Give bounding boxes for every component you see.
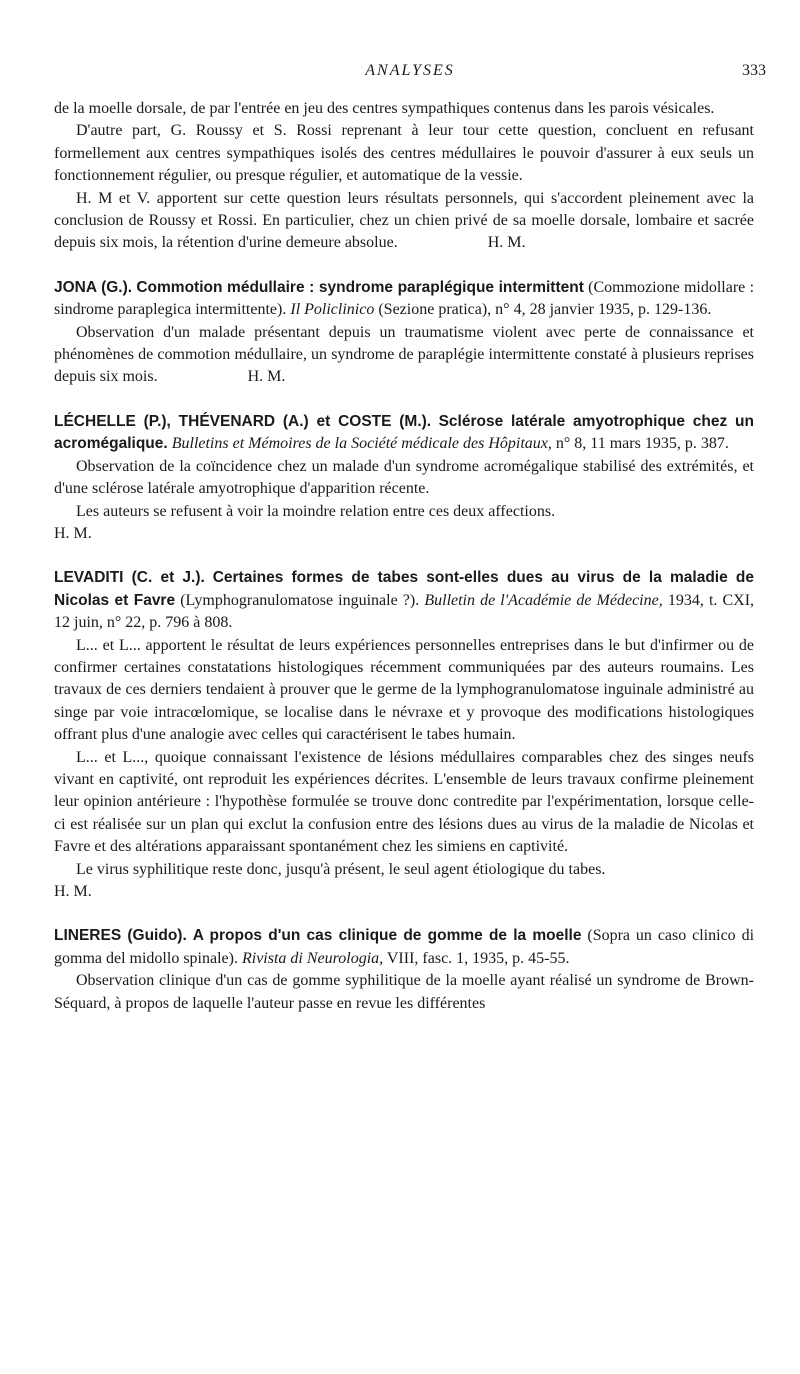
entry-title: Certaines formes de tabes sont-elles dues au virus de la maladie de Nicolas et Favre <box>54 569 754 609</box>
intro-paragraph: de la moelle dorsale, de par l'entrée en jeu des centres sympathiques contenus dans les parois vésicales. <box>54 100 715 117</box>
entry-body: L... et L... apportent le résultat de leurs expériences personnelles entreprises dans le but d'infirmer ou de confirmer certaines constatations histologiques récemment communiquées par des auteurs roumains. Les travaux de ces derniers tendaient à prouver que le germe de la lymphogranulomatose inguinale administré au singe par voie intracœlomique, se localise dans le névraxe et y provoque des modifications histologiques offrant plus d'une analogie avec celles qui caractérisent le tabes humain. <box>54 636 754 744</box>
entry-heading <box>54 277 754 322</box>
signature: H. M. <box>54 524 92 542</box>
entry-citation: (Commozione midollare : sindrome paraplegica intermittente). <box>54 278 755 319</box>
entry-authors: JONA (G.). <box>54 278 133 296</box>
entry-journal: Rivista di Neurologia, <box>241 949 384 967</box>
review-entry <box>54 567 754 903</box>
entry-body: Les auteurs se refusent à voir la moindre relation entre ces deux affections. <box>76 502 556 520</box>
intro-paragraph: D'autre part, G. Roussy et S. Rossi reprenant à leur tour cette question, concluent en refusant formellement aux centres sympathiques isolés des centres médullaires le pouvoir d'assurer à eux seuls un fonctionnement régulier, ou presque régulier, et automatique de la vessie. <box>54 122 754 185</box>
running-title: ANALYSES <box>365 62 455 79</box>
entry-body <box>54 322 754 389</box>
entry-body: Le virus syphilitique reste donc, jusqu'à présent, le seul agent étiologique du tabes. <box>76 860 606 878</box>
entry-heading <box>54 925 754 970</box>
entry-body: L... et L..., quoique connaissant l'existence de lésions médullaires comparables chez des singes neufs vivant en captivité, ont reproduit les expériences décrites. L'ensemble de leurs travaux confirme pleinement leur opinion antérieure : l'hypothèse formulée se trouve donc contredite par l'expérimentation, lorsque celle-ci est réalisée sur un plan qui exclut la confusion entre des lésions dues au virus de la maladie de Nicolas et Favre et des altérations apparaissant spontanément chez les simiens en captivité. <box>54 748 754 856</box>
signature: H. M. <box>54 883 92 900</box>
entry-authors: LINERES (Guido). <box>54 927 187 945</box>
signature: H. M. <box>247 368 286 386</box>
entry-citation: (Lymphogranulomatose inguinale ?). <box>180 591 420 609</box>
review-entry <box>54 925 754 1015</box>
entry-citation: (Sopra un caso clinico di gomma del midollo spinale). <box>54 927 755 967</box>
entry-body: Observation de la coïncidence chez un malade d'un syndrome acromégalique stabilisé des extrémités, et d'une sclérose latérale amyotrophique d'apparition récente. <box>54 457 754 498</box>
entry-journal: Bulletins et Mémoires de la Société médicale des Hôpitaux, <box>171 435 552 453</box>
entry-authors: LÉCHELLE (P.), THÉVENARD (A.) et COSTE (M.). <box>54 412 432 430</box>
entry-journal: Il Policlinico <box>290 301 375 319</box>
entry-heading <box>54 411 754 456</box>
review-entry <box>54 411 754 545</box>
entry-body-text: Observation d'un malade présentant depuis un traumatisme violent avec perte de connaissance et phénomènes de commotion médullaire, un syndrome de paraplégie intermittente constaté à plusieurs reprises depuis six mois. <box>54 323 754 386</box>
review-entry <box>54 277 754 389</box>
entry-body: Observation clinique d'un cas de gomme syphilitique de la moelle ayant réalisé un syndrome de Brown-Séquard, à propos de laquelle l'auteur passe en revue les différentes <box>54 972 754 1012</box>
entry-title: A propos d'un cas clinique de gomme de la moelle <box>192 927 582 945</box>
running-head <box>54 62 766 84</box>
entry-title: Commotion médullaire : syndrome paraplégique intermittent <box>136 278 584 296</box>
intro-text: H. M et V. apportent sur cette question leurs résultats personnels, qui s'accordent pleinement avec la conclusion de Roussy et Rossi. En particulier, chez un chien privé de sa moelle dorsale, lombaire et sacrée depuis six mois, la rétention d'urine demeure absolue. <box>54 189 754 252</box>
page-content <box>54 98 754 1015</box>
entry-authors: LEVADITI (C. et J.). <box>54 569 205 587</box>
entry-title: Sclérose latérale amyotrophique chez un acromégalique. <box>54 412 754 453</box>
page-number: 333 <box>742 62 766 79</box>
entry-citation-details: n° 8, 11 mars 1935, p. 387. <box>555 435 729 453</box>
entry-journal: Bulletin de l'Académie de Médecine, <box>424 591 663 609</box>
entry-citation-details: (Sezione pratica), n° 4, 28 janvier 1935, p. 129-136. <box>378 301 712 319</box>
signature: H. M. <box>487 234 526 252</box>
intro-paragraph-last <box>54 188 754 255</box>
entry-citation-details: 1934, t. CXI, 12 juin, n° 22, p. 796 à 808. <box>54 591 755 632</box>
entry-heading <box>54 567 754 634</box>
entry-citation-details: VIII, fasc. 1, 1935, p. 45-55. <box>386 949 570 967</box>
